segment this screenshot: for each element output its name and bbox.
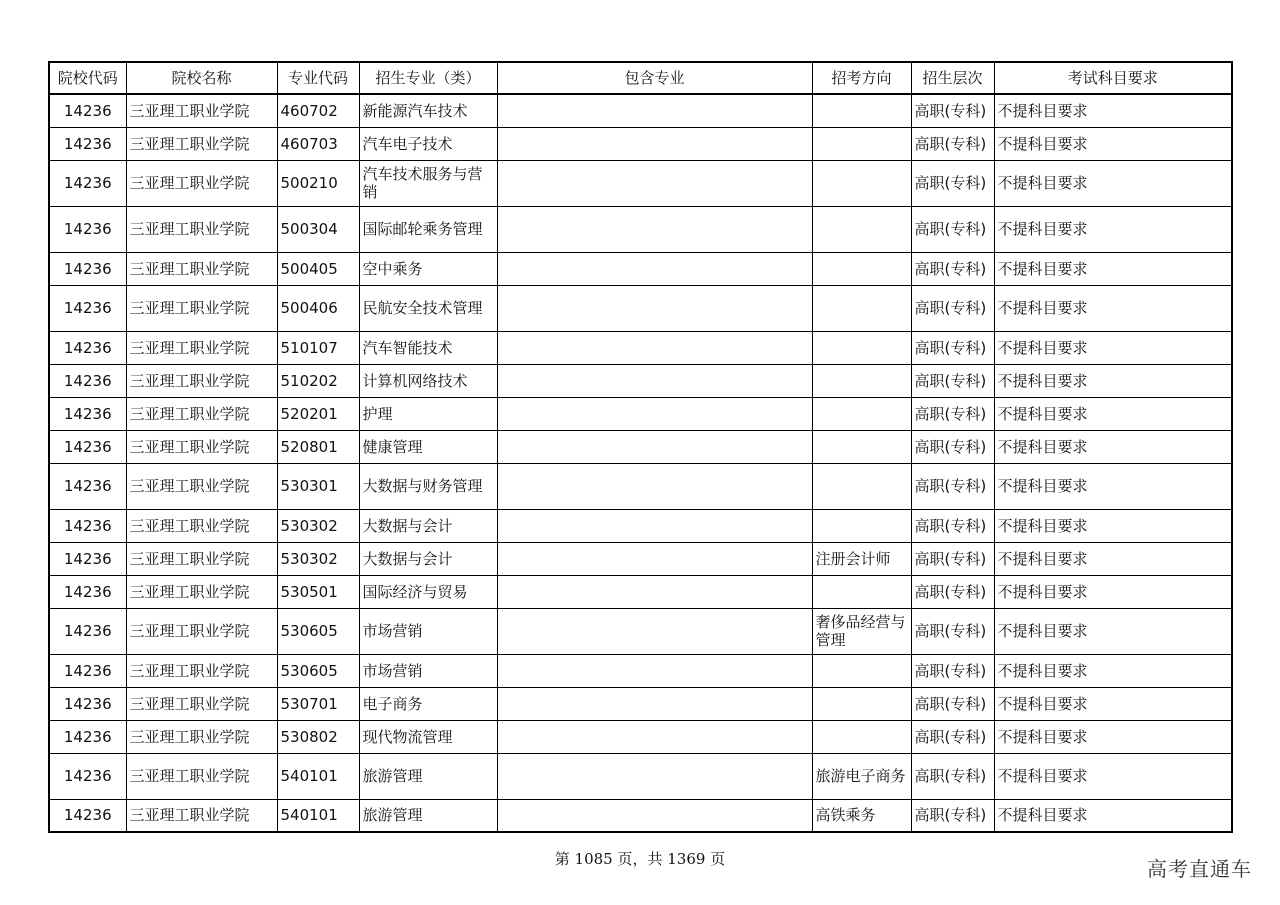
cell-direction [812,509,911,542]
cell-school-code: 14236 [49,397,126,430]
table-row [49,799,1232,832]
cell-school-name: 三亚理工职业学院 [126,430,277,463]
header-included-majors: 包含专业 [497,62,812,94]
cell-major-code: 500210 [277,160,359,206]
cell-major: 新能源汽车技术 [359,94,497,127]
cell-requirement: 不提科目要求 [994,608,1232,654]
cell-school-name: 三亚理工职业学院 [126,285,277,331]
cell-school-code: 14236 [49,463,126,509]
cell-school-code: 14236 [49,799,126,832]
cell-requirement: 不提科目要求 [994,397,1232,430]
cell-level: 高职(专科) [911,687,994,720]
cell-included-majors [497,753,812,799]
cell-level: 高职(专科) [911,285,994,331]
cell-major-code: 530302 [277,509,359,542]
cell-included-majors [497,94,812,127]
table-body [49,94,1232,832]
cell-direction [812,430,911,463]
cell-major-code: 510107 [277,331,359,364]
cell-major: 民航安全技术管理 [359,285,497,331]
cell-included-majors [497,509,812,542]
cell-school-name: 三亚理工职业学院 [126,753,277,799]
cell-level: 高职(专科) [911,654,994,687]
cell-level: 高职(专科) [911,331,994,364]
cell-major-code: 460702 [277,94,359,127]
cell-level: 高职(专科) [911,608,994,654]
header-major-code: 专业代码 [277,62,359,94]
cell-included-majors [497,542,812,575]
cell-level: 高职(专科) [911,542,994,575]
cell-major: 汽车电子技术 [359,127,497,160]
cell-school-name: 三亚理工职业学院 [126,94,277,127]
cell-included-majors [497,430,812,463]
table-row [49,720,1232,753]
cell-level: 高职(专科) [911,463,994,509]
table-row [49,509,1232,542]
cell-major: 国际经济与贸易 [359,575,497,608]
cell-level: 高职(专科) [911,252,994,285]
cell-school-name: 三亚理工职业学院 [126,397,277,430]
cell-requirement: 不提科目要求 [994,94,1232,127]
cell-direction [812,463,911,509]
cell-direction [812,575,911,608]
cell-major: 汽车智能技术 [359,331,497,364]
cell-level: 高职(专科) [911,799,994,832]
cell-level: 高职(专科) [911,94,994,127]
cell-major: 护理 [359,397,497,430]
cell-direction: 高铁乘务 [812,799,911,832]
cell-school-name: 三亚理工职业学院 [126,720,277,753]
header-school-code: 院校代码 [49,62,126,94]
cell-requirement: 不提科目要求 [994,509,1232,542]
cell-level: 高职(专科) [911,160,994,206]
cell-included-majors [497,206,812,252]
cell-requirement: 不提科目要求 [994,331,1232,364]
cell-school-code: 14236 [49,687,126,720]
cell-major-code: 530802 [277,720,359,753]
cell-direction: 注册会计师 [812,542,911,575]
cell-level: 高职(专科) [911,364,994,397]
cell-level: 高职(专科) [911,397,994,430]
cell-major-code: 510202 [277,364,359,397]
cell-included-majors [497,364,812,397]
cell-major-code: 460703 [277,127,359,160]
cell-major: 健康管理 [359,430,497,463]
cell-major-code: 530605 [277,608,359,654]
cell-major-code: 500406 [277,285,359,331]
cell-school-name: 三亚理工职业学院 [126,364,277,397]
cell-included-majors [497,654,812,687]
cell-school-code: 14236 [49,252,126,285]
cell-school-code: 14236 [49,654,126,687]
cell-school-name: 三亚理工职业学院 [126,654,277,687]
cell-school-name: 三亚理工职业学院 [126,575,277,608]
table-row [49,127,1232,160]
cell-requirement: 不提科目要求 [994,430,1232,463]
cell-school-code: 14236 [49,331,126,364]
cell-major: 市场营销 [359,654,497,687]
cell-direction [812,720,911,753]
cell-major-code: 530301 [277,463,359,509]
cell-school-name: 三亚理工职业学院 [126,799,277,832]
cell-requirement: 不提科目要求 [994,687,1232,720]
table-row [49,654,1232,687]
cell-school-code: 14236 [49,127,126,160]
table-row [49,608,1232,654]
cell-included-majors [497,463,812,509]
cell-major-code: 530302 [277,542,359,575]
cell-included-majors [497,160,812,206]
table-row [49,397,1232,430]
cell-direction: 旅游电子商务 [812,753,911,799]
cell-included-majors [497,331,812,364]
cell-included-majors [497,720,812,753]
cell-major: 旅游管理 [359,753,497,799]
table-row [49,285,1232,331]
cell-level: 高职(专科) [911,720,994,753]
cell-requirement: 不提科目要求 [994,206,1232,252]
cell-school-code: 14236 [49,608,126,654]
cell-major: 汽车技术服务与营销 [359,160,497,206]
cell-school-code: 14236 [49,364,126,397]
cell-school-code: 14236 [49,753,126,799]
table-row [49,753,1232,799]
cell-major-code: 500405 [277,252,359,285]
table-row [49,687,1232,720]
cell-major-code: 540101 [277,753,359,799]
cell-school-name: 三亚理工职业学院 [126,687,277,720]
cell-level: 高职(专科) [911,430,994,463]
page-number: 第 1085 页，共 1369 页 [554,850,726,868]
cell-requirement: 不提科目要求 [994,720,1232,753]
table-row [49,542,1232,575]
cell-requirement: 不提科目要求 [994,252,1232,285]
cell-direction [812,331,911,364]
cell-included-majors [497,127,812,160]
cell-direction [812,364,911,397]
cell-direction [812,127,911,160]
cell-school-code: 14236 [49,542,126,575]
cell-school-code: 14236 [49,206,126,252]
header-major: 招生专业（类） [359,62,497,94]
cell-requirement: 不提科目要求 [994,285,1232,331]
cell-included-majors [497,687,812,720]
cell-requirement: 不提科目要求 [994,575,1232,608]
table-row [49,331,1232,364]
admissions-table [48,61,1233,833]
cell-requirement: 不提科目要求 [994,127,1232,160]
cell-requirement: 不提科目要求 [994,160,1232,206]
header-level: 招生层次 [911,62,994,94]
cell-school-code: 14236 [49,285,126,331]
cell-major: 大数据与会计 [359,542,497,575]
cell-included-majors [497,799,812,832]
cell-school-name: 三亚理工职业学院 [126,252,277,285]
cell-direction: 奢侈品经营与管理 [812,608,911,654]
cell-school-name: 三亚理工职业学院 [126,608,277,654]
cell-major-code: 520201 [277,397,359,430]
cell-major: 大数据与会计 [359,509,497,542]
watermark-text: 高考直通车 [1147,857,1252,881]
header-row [49,62,1232,94]
cell-major-code: 530701 [277,687,359,720]
cell-school-code: 14236 [49,575,126,608]
cell-level: 高职(专科) [911,206,994,252]
table-row [49,430,1232,463]
table-row [49,463,1232,509]
cell-major: 国际邮轮乘务管理 [359,206,497,252]
cell-major: 大数据与财务管理 [359,463,497,509]
cell-requirement: 不提科目要求 [994,542,1232,575]
cell-direction [812,94,911,127]
cell-major-code: 530501 [277,575,359,608]
table-row [49,252,1232,285]
table-row [49,160,1232,206]
cell-level: 高职(专科) [911,509,994,542]
cell-direction [812,160,911,206]
cell-included-majors [497,397,812,430]
cell-level: 高职(专科) [911,575,994,608]
cell-school-code: 14236 [49,720,126,753]
cell-direction [812,206,911,252]
cell-school-name: 三亚理工职业学院 [126,509,277,542]
table-row [49,364,1232,397]
cell-school-name: 三亚理工职业学院 [126,542,277,575]
cell-level: 高职(专科) [911,127,994,160]
table-row [49,94,1232,127]
cell-school-code: 14236 [49,160,126,206]
cell-direction [812,687,911,720]
cell-major: 旅游管理 [359,799,497,832]
cell-direction [812,252,911,285]
cell-direction [812,654,911,687]
cell-included-majors [497,252,812,285]
cell-major-code: 520801 [277,430,359,463]
cell-major-code: 500304 [277,206,359,252]
cell-level: 高职(专科) [911,753,994,799]
cell-direction [812,285,911,331]
cell-major-code: 540101 [277,799,359,832]
cell-school-name: 三亚理工职业学院 [126,127,277,160]
cell-major-code: 530605 [277,654,359,687]
cell-requirement: 不提科目要求 [994,364,1232,397]
cell-included-majors [497,608,812,654]
cell-requirement: 不提科目要求 [994,799,1232,832]
cell-school-name: 三亚理工职业学院 [126,331,277,364]
cell-direction [812,397,911,430]
cell-requirement: 不提科目要求 [994,753,1232,799]
cell-major: 现代物流管理 [359,720,497,753]
cell-school-code: 14236 [49,430,126,463]
table-row [49,206,1232,252]
cell-requirement: 不提科目要求 [994,463,1232,509]
cell-major: 空中乘务 [359,252,497,285]
table-row [49,575,1232,608]
cell-major: 计算机网络技术 [359,364,497,397]
cell-major: 市场营销 [359,608,497,654]
cell-school-code: 14236 [49,509,126,542]
cell-included-majors [497,285,812,331]
header-school-name: 院校名称 [126,62,277,94]
cell-included-majors [497,575,812,608]
cell-school-name: 三亚理工职业学院 [126,160,277,206]
cell-school-name: 三亚理工职业学院 [126,463,277,509]
cell-school-code: 14236 [49,94,126,127]
cell-school-name: 三亚理工职业学院 [126,206,277,252]
header-direction: 招考方向 [812,62,911,94]
cell-major: 电子商务 [359,687,497,720]
header-requirement: 考试科目要求 [994,62,1232,94]
cell-requirement: 不提科目要求 [994,654,1232,687]
